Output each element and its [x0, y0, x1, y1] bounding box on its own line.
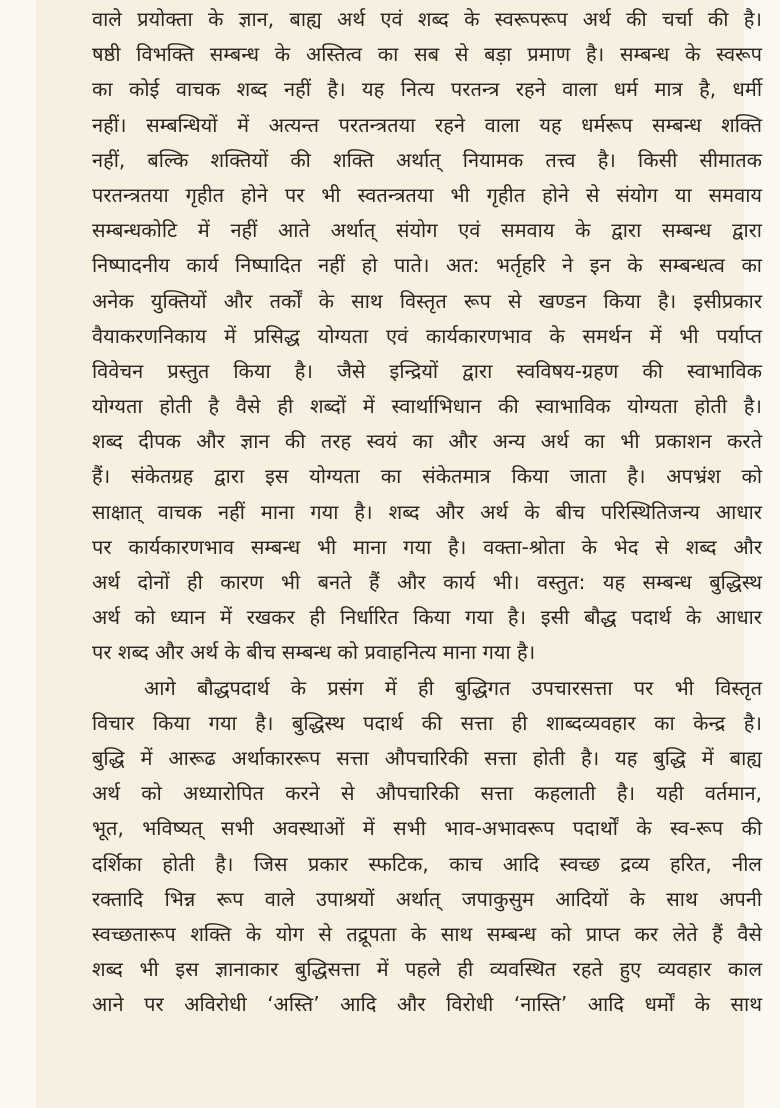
scanned-page: [36, 0, 762, 1108]
text-line: वाले प्रयोक्ता के ज्ञान, बाह्य अर्थ एवं शब्द के स्वरूपरूप अर्थ की चर्चा की है।: [92, 7, 762, 31]
text-line: योग्यता होती है वैसे ही शब्दों में स्वार्थाभिधान की स्वाभाविक योग्यता होती है।: [92, 394, 762, 419]
text-line: रक्तादि भिन्न रूप वाले उपाश्रयों अर्थात् जपाकुसुम आदियों के साथ अपनी: [92, 886, 762, 911]
text-line: पर कार्यकारणभाव सम्बन्ध भी माना गया है। वक्ता-श्रोता के भेद से शब्द और: [92, 534, 762, 559]
text-line: विचार किया गया है। बुद्धिस्थ पदार्थ की सत्ता ही शाब्दव्यवहार का केन्द्र है।: [92, 710, 762, 735]
text-line: का कोई वाचक शब्द नहीं है। यह नित्य परतन्त्र रहने वाला धर्म मात्र है, धर्मी: [92, 77, 762, 102]
text-line: हैं। संकेतग्रह द्वारा इस योग्यता का संकेतमात्र किया जाता है। अपभ्रंश को: [92, 464, 762, 489]
body-text: [92, 2, 762, 1022]
text-line: आगे बौद्धपदार्थ के प्रसंग में ही बुद्धिगत उपचारसत्ता पर भी विस्तृत: [144, 675, 762, 700]
text-line: नहीं, बल्कि शक्तियों की शक्ति अर्थात् नियामक तत्त्व है। किसी सीमातक: [92, 147, 762, 172]
text-line: आने पर अविरोधी ‘अस्ति’ आदि और विरोधी ‘नास्ति’ आदि धर्मों के साथ: [92, 992, 762, 1017]
text-line: विवेचन प्रस्तुत किया है। जैसे इन्द्रियों द्वारा स्वविषय-ग्रहण की स्वाभाविक: [92, 358, 762, 383]
text-line: षष्ठी विभक्ति सम्बन्ध के अस्तित्व का सब से बड़ा प्रमाण है। सम्बन्ध के स्वरूप: [92, 42, 762, 67]
text-line: सम्बन्धकोटि में नहीं आते अर्थात् संयोग एवं समवाय के द्वारा सम्बन्ध द्वारा: [92, 218, 762, 243]
text-line: पर शब्द और अर्थ के बीच सम्बन्ध को प्रवाहनित्य माना गया है।: [92, 640, 536, 665]
text-line: बुद्धि में आरूढ अर्थाकाररूप सत्ता औपचारिकी सत्ता होती है। यह बुद्धि में बाह्य: [92, 745, 762, 770]
text-line: अर्थ को अध्यारोपित करने से औपचारिकी सत्ता कहलाती है। यही वर्तमान,: [92, 781, 762, 806]
text-line: वैयाकरणनिकाय में प्रसिद्ध योग्यता एवं कार्यकारणभाव के समर्थन में भी पर्याप्त: [92, 323, 762, 348]
text-line: परतन्त्रतया गृहीत होने पर भी स्वतन्त्रतया भी गृहीत होने से संयोग या समवाय: [92, 182, 762, 207]
text-line: शब्द भी इस ज्ञानाकार बुद्धिसत्ता में पहले ही व्यवस्थित रहते हुए व्यवहार काल: [92, 957, 762, 982]
text-line: अर्थ को ध्यान में रखकर ही निर्धारित किया गया है। इसी बौद्ध पदार्थ के आधार: [92, 605, 762, 630]
text-line: नहीं। सम्बन्धियों में अत्यन्त परतन्त्रतया रहने वाला यह धर्मरूप सम्बन्ध शक्ति: [92, 112, 762, 137]
text-line: निष्पादनीय कार्य निष्पादित नहीं हो पाते। अत: भर्तृहरि ने इन के सम्बन्धत्व का: [92, 253, 762, 278]
text-line: स्वच्छतारूप शक्ति के योग से तद्रूपता के साथ सम्बन्ध को प्राप्त कर लेते हैं वैसे: [92, 921, 762, 946]
text-line: साक्षात् वाचक नहीं माना गया है। शब्द और अर्थ के बीच परिस्थितिजन्य आधार: [92, 499, 762, 524]
text-line: शब्द दीपक और ज्ञान की तरह स्वयं का और अन्य अर्थ का भी प्रकाशन करते: [92, 429, 762, 454]
text-line: अनेक युक्तियों और तर्कों के साथ विस्तृत रूप से खण्डन किया है। इसीप्रकार: [92, 288, 762, 313]
text-line: दर्शिका होती है। जिस प्रकार स्फटिक, काच आदि स्वच्छ द्रव्य हरित, नील: [92, 851, 762, 876]
text-line: भूत, भविष्यत् सभी अवस्थाओं में सभी भाव-अभावरूप पदार्थों के स्व-रूप की: [92, 816, 762, 841]
text-line: अर्थ दोनों ही कारण भी बनते हैं और कार्य भी। वस्तुत: यह सम्बन्ध बुद्धिस्थ: [92, 570, 762, 594]
